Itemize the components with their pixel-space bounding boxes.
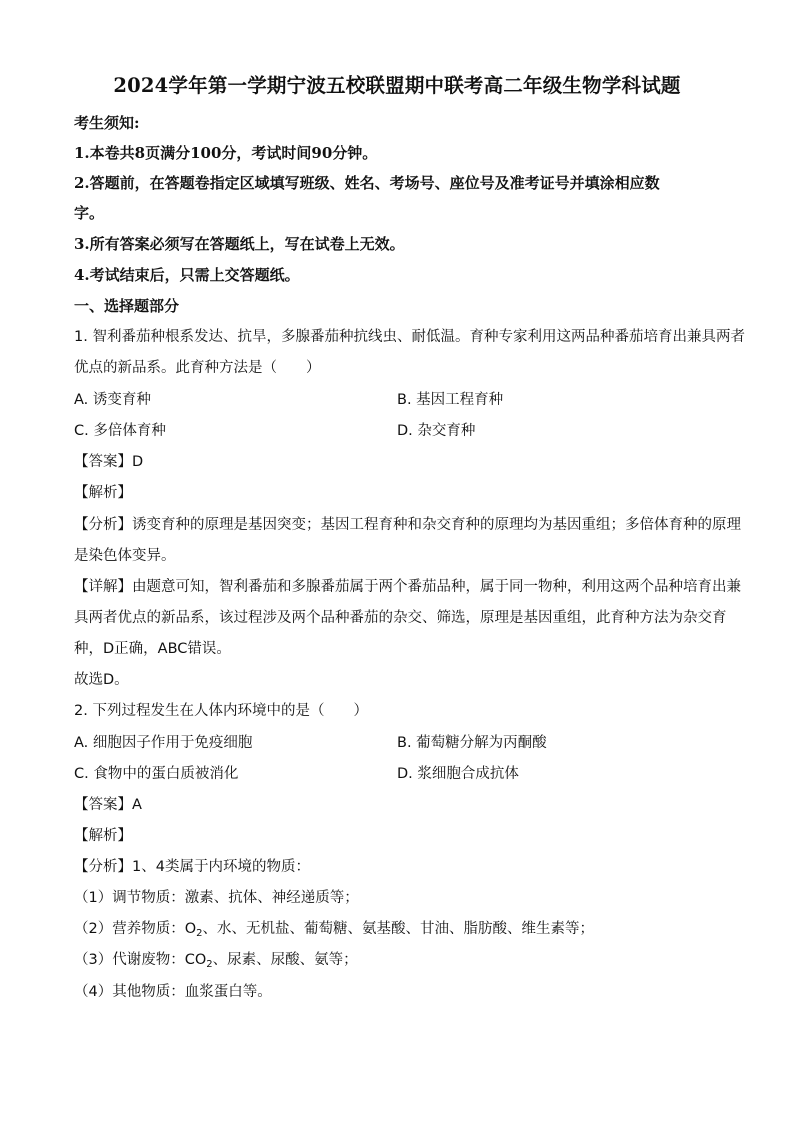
subscript: 2	[206, 959, 213, 970]
q2-fenxi-line1	[74, 857, 310, 877]
q2-option-b: B. 葡萄糖分解为丙酮酸	[397, 735, 547, 751]
q1-fenxi-line2: 是染色体变异。	[74, 548, 176, 564]
q1-detail-line1	[74, 577, 741, 597]
fenxi-text: 1、4类属于内环境的物质：	[132, 859, 310, 875]
q2-stem: 2. 下列过程发生在人体内环境中的是（ ）	[74, 703, 368, 719]
q1-conclusion: 故选D。	[74, 672, 129, 688]
q2-analysis-label: 【解析】	[74, 828, 132, 844]
item-text: （2）营养物质：O	[74, 921, 197, 937]
q1-detail-line3: 种，D正确，ABC错误。	[74, 641, 231, 657]
q1-analysis-label: 【解析】	[74, 485, 132, 501]
q2-option-a: A. 细胞因子作用于免疫细胞	[74, 735, 253, 751]
q2-item-2	[74, 919, 594, 944]
q1-option-a: A. 诱变育种	[74, 392, 151, 408]
q1-option-b: B. 基因工程育种	[397, 392, 504, 408]
q1-option-c: C. 多倍体育种	[74, 423, 166, 439]
q1-stem-line2: 优点的新品系。此育种方法是（ ）	[74, 360, 321, 376]
notice-item-3: 3.所有答案必须写在答题纸上，写在试卷上无效。	[74, 235, 405, 253]
q2-option-c: C. 食物中的蛋白质被消化	[74, 766, 239, 782]
notice-item-2: 2.答题前，在答题卷指定区域填写班级、姓名、考场号、座位号及准考证号并填涂相应数	[74, 174, 660, 192]
notice-item-4: 4.考试结束后，只需上交答题纸。	[74, 266, 300, 284]
answer-value: D	[132, 454, 144, 470]
subscript: 2	[196, 928, 203, 939]
q2-item-4: （4）其他物质：血浆蛋白等。	[74, 984, 272, 1000]
q2-item-1: （1）调节物质：激素、抗体、神经递质等；	[74, 890, 359, 906]
answer-label: 【答案】	[74, 797, 132, 813]
notice-item-1: 1.本卷共8页满分100分，考试时间90分钟。	[74, 144, 378, 162]
detail-label: 【详解】	[74, 579, 132, 595]
answer-value: A	[132, 797, 142, 813]
item-text: （3）代谢废物：CO	[74, 952, 207, 968]
page-title: 2024学年第一学期宁波五校联盟期中联考高二年级生物学科试题	[113, 74, 681, 97]
q1-stem-line1: 1. 智利番茄种根系发达、抗旱，多腺番茄种抗线虫、耐低温。育种专家利用这两品种番茄培育出兼具两者	[74, 329, 745, 345]
q1-detail-line2: 具两者优点的新品系，该过程涉及两个品种番茄的杂交、筛选，原理是基因重组，此育种方法为杂交育	[74, 610, 727, 626]
fenxi-label: 【分析】	[74, 859, 132, 875]
detail-text: 由题意可知，智利番茄和多腺番茄属于两个番茄品种，属于同一物种，利用这两个品种培育出兼	[132, 579, 741, 595]
item-text: 、尿素、尿酸、氨等；	[212, 952, 358, 968]
q1-option-d: D. 杂交育种	[397, 423, 476, 439]
notice-item-2-cont: 字。	[74, 204, 105, 222]
answer-label: 【答案】	[74, 454, 132, 470]
q1-answer	[74, 452, 143, 472]
section-title: 一、选择题部分	[74, 297, 180, 315]
notice-heading: 考生须知:	[74, 114, 140, 132]
item-text: 、水、无机盐、葡萄糖、氨基酸、甘油、脂肪酸、维生素等；	[202, 921, 595, 937]
fenxi-text: 诱变育种的原理是基因突变；基因工程育种和杂交育种的原理均为基因重组；多倍体育种的原理	[132, 517, 741, 533]
fenxi-label: 【分析】	[74, 517, 132, 533]
q2-answer	[74, 795, 142, 815]
q2-item-3	[74, 950, 358, 975]
q2-option-d: D. 浆细胞合成抗体	[397, 766, 519, 782]
q1-fenxi-line1	[74, 515, 741, 535]
